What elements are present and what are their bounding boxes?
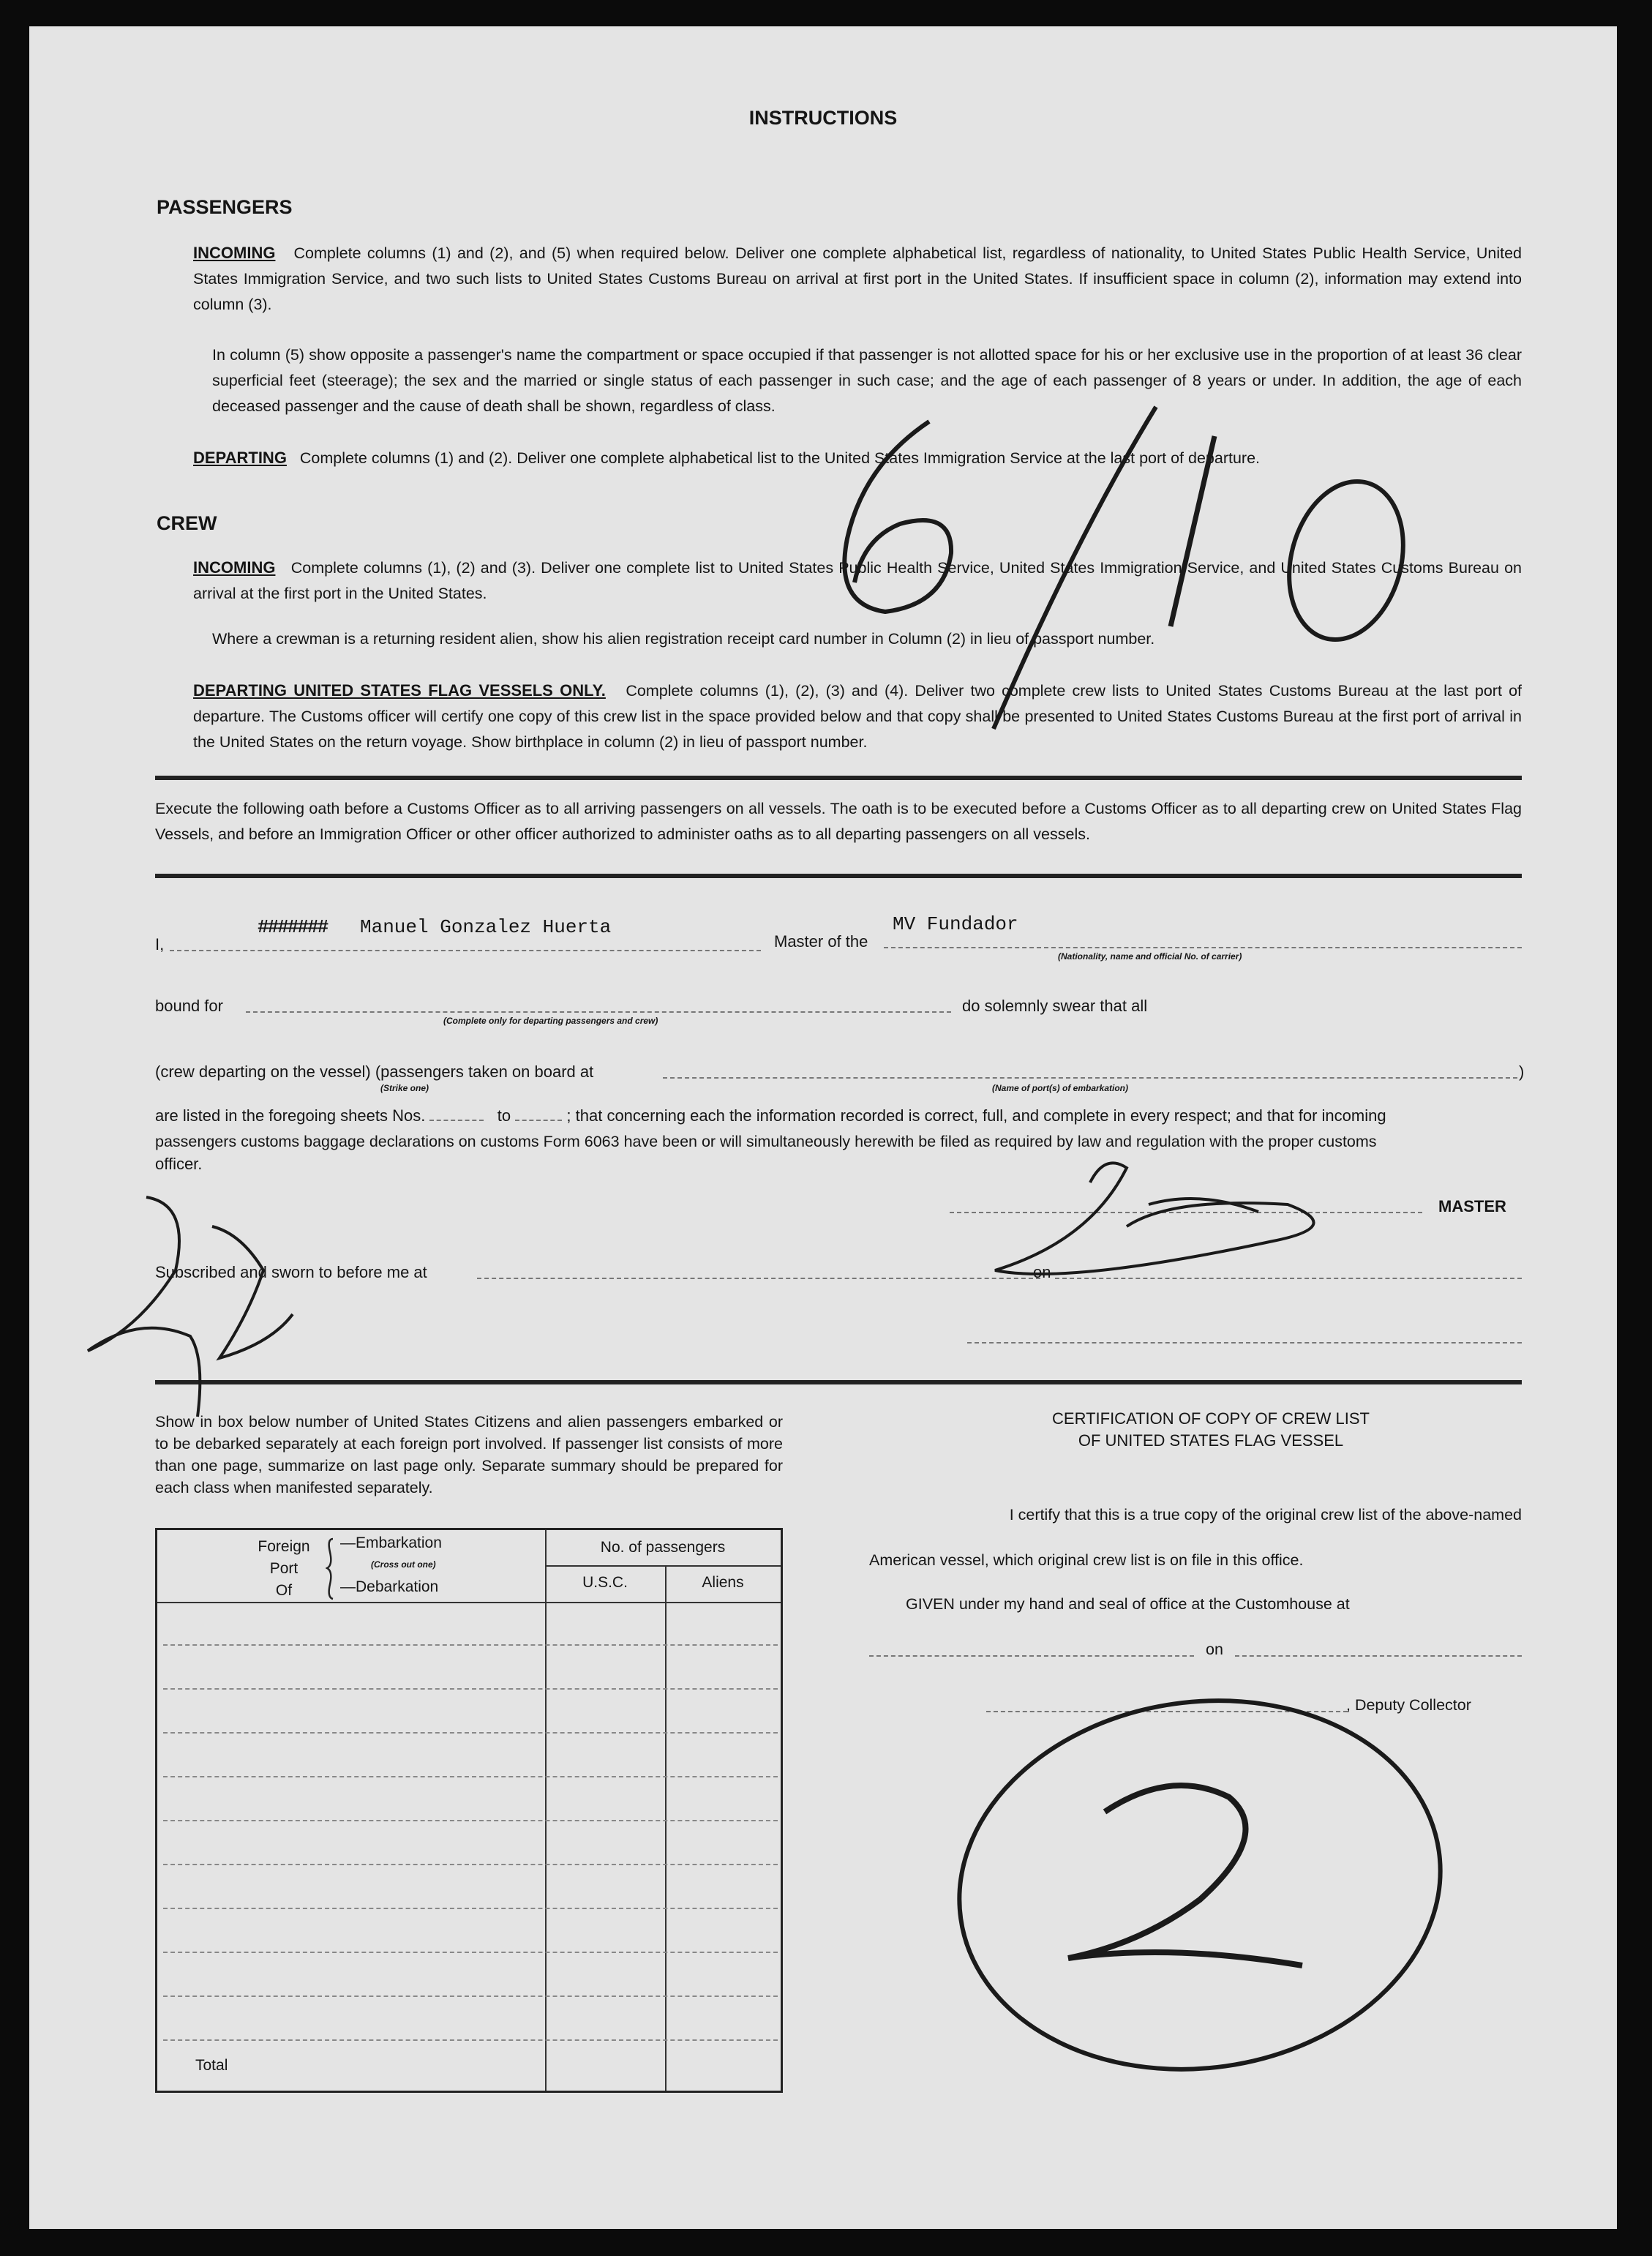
handwritten-2-mark xyxy=(1068,1785,1302,1965)
crew-departing-text: Complete columns (1), (2), (3) and (4). Deliver two complete crew lists to United States Customs Bureau at the last port of departure. The Customs officer will certify one copy of this crew list in the space provided below and that copy shall be presented to United States Customs Bureau at the first port of arrival in the United States on the return voyage. Show birthplace in column (2) in lieu of passport number. xyxy=(193,682,1523,751)
page-title: INSTRUCTIONS xyxy=(748,107,898,129)
aliens-header: Aliens xyxy=(702,1574,744,1591)
master-of-label: Master of the xyxy=(774,932,868,951)
certification-line3: GIVEN under my hand and seal of office at the Customhouse at xyxy=(906,1595,1350,1613)
total-label: Total xyxy=(195,2057,228,2074)
crew-heading: CREW xyxy=(157,512,217,534)
passengers-departing-label: DEPARTING xyxy=(193,449,287,467)
subscribed-on-label: on xyxy=(1033,1263,1051,1281)
vessel-field[interactable]: MV Fundador xyxy=(893,913,1018,935)
master-label: MASTER xyxy=(1438,1197,1506,1215)
statement-b: passengers customs baggage declarations on customs Form 6063 have been or will simultaneously herewith be filed as required by law and regulation with the proper customs xyxy=(155,1133,1377,1150)
summary-instruction: Show in box below number of United States Citizens and alien passengers embarked or to be debarked separately at each foreign port involved. If passenger list consists of more than one page, summarize on last page only. Separate summary should be prepared for each class when manifested separately. xyxy=(155,1413,783,1496)
statement-c: officer. xyxy=(155,1155,203,1173)
statement-a: ; that concerning each the information recorded is correct, full, and complete in every respect; and that for incoming xyxy=(566,1106,1386,1125)
officer-signature-mark xyxy=(88,1197,293,1417)
close-paren: ) xyxy=(1519,1063,1525,1081)
handwritten-6-mark xyxy=(844,421,951,612)
oath-i-label: I, xyxy=(155,935,165,953)
deputy-collector-label: , Deputy Collector xyxy=(1346,1696,1471,1714)
form-page xyxy=(29,26,1617,2229)
handwritten-1-mark xyxy=(1171,436,1214,626)
crew-departing-label: DEPARTING UNITED STATES FLAG VESSELS ONLY. xyxy=(193,681,606,700)
oath-intro: Execute the following oath before a Customs Officer as to all arriving passengers on all vessels. The oath is to be executed before a Customs Officer as to all departing crew on United States Flag Vessels, and before an Immigration Officer or other officer authorized to administer oaths as to all departing passengers on all vessels. xyxy=(155,800,1522,843)
master-signature-mark xyxy=(995,1163,1314,1274)
strike-caption: (Strike one) xyxy=(380,1083,429,1093)
handwritten-0-mark xyxy=(1272,468,1420,652)
header-foreign: Foreign xyxy=(258,1538,310,1555)
certification-line1: I certify that this is a true copy of the original crew list of the above-named xyxy=(1009,1506,1522,1524)
debarkation-label[interactable]: —Debarkation xyxy=(340,1578,439,1595)
crew-resident-text: Where a crewman is a returning resident alien, show his alien registration receipt card number in Column (2) in lieu of passport number. xyxy=(212,630,1155,648)
crew-incoming-text: Complete columns (1), (2) and (3). Deliver one complete list to United States Public Health Service, United States Immigration Service, and United States Customs Bureau on arrival at the first port in the United States. xyxy=(193,559,1522,602)
swear-label: do solemnly swear that all xyxy=(962,997,1148,1015)
circle-mark xyxy=(935,1671,1464,2100)
cross-out-caption: (Cross out one) xyxy=(371,1559,436,1570)
to-label: to xyxy=(497,1106,511,1125)
sheets-label: are listed in the foregoing sheets Nos. xyxy=(155,1106,426,1125)
passengers-incoming-text: Complete columns (1) and (2), and (5) when required below. Deliver one complete alphabetical list, regardless of nationality, to United States Public Health Service, United States Immigration Service, and two such lists to United States Customs Bureau on arrival at first port in the United States. If insufficient space in column (2), information may extend into column (3). xyxy=(193,244,1522,313)
certification-line2: American vessel, which original crew list is on file in this office. xyxy=(869,1551,1304,1569)
handwriting-marks xyxy=(29,26,1617,2229)
certification-on-label: on xyxy=(1206,1641,1223,1658)
embarkation-label[interactable]: —Embarkation xyxy=(340,1534,442,1551)
crew-incoming-label: INCOMING xyxy=(193,558,276,577)
struck-text: ####### xyxy=(258,916,328,938)
certification-title-line2: OF UNITED STATES FLAG VESSEL xyxy=(1078,1431,1344,1450)
passengers-heading: PASSENGERS xyxy=(157,196,293,218)
usc-header: U.S.C. xyxy=(582,1574,628,1591)
subscribed-label: Subscribed and sworn to before me at xyxy=(155,1263,427,1281)
header-of: Of xyxy=(275,1582,293,1599)
port-caption: (Name of port(s) of embarkation) xyxy=(992,1083,1129,1093)
header-port: Port xyxy=(269,1560,299,1577)
vessel-caption: (Nationality, name and official No. of carrier) xyxy=(1058,951,1242,962)
bound-caption: (Complete only for departing passengers and crew) xyxy=(443,1016,658,1026)
passengers-incoming-label: INCOMING xyxy=(193,244,276,262)
master-name-field[interactable]: Manuel Gonzalez Huerta xyxy=(360,916,612,938)
bound-for-label: bound for xyxy=(155,997,223,1015)
handwritten-slash-mark xyxy=(994,407,1156,729)
passengers-header: No. of passengers xyxy=(600,1539,726,1556)
passengers-departing-text: Complete columns (1) and (2). Deliver one complete alphabetical list to the United States Immigration Service at the last port of departure. xyxy=(299,449,1260,467)
passengers-column5-text: In column (5) show opposite a passenger's name the compartment or space occupied if that passenger is not allotted space for his or her exclusive use in the proportion of at least 36 clear superficial feet (steerage); the sex and the married or single status of each passenger in such case; and the age of each passenger of 8 years or under. In addition, the age of each deceased passenger and the cause of death shall be shown, regardless of class. xyxy=(212,346,1522,415)
certification-title-line1: CERTIFICATION OF COPY OF CREW LIST xyxy=(1052,1409,1370,1428)
crew-departing-label-oath: (crew departing on the vessel) (passengers taken on board at xyxy=(155,1063,594,1081)
